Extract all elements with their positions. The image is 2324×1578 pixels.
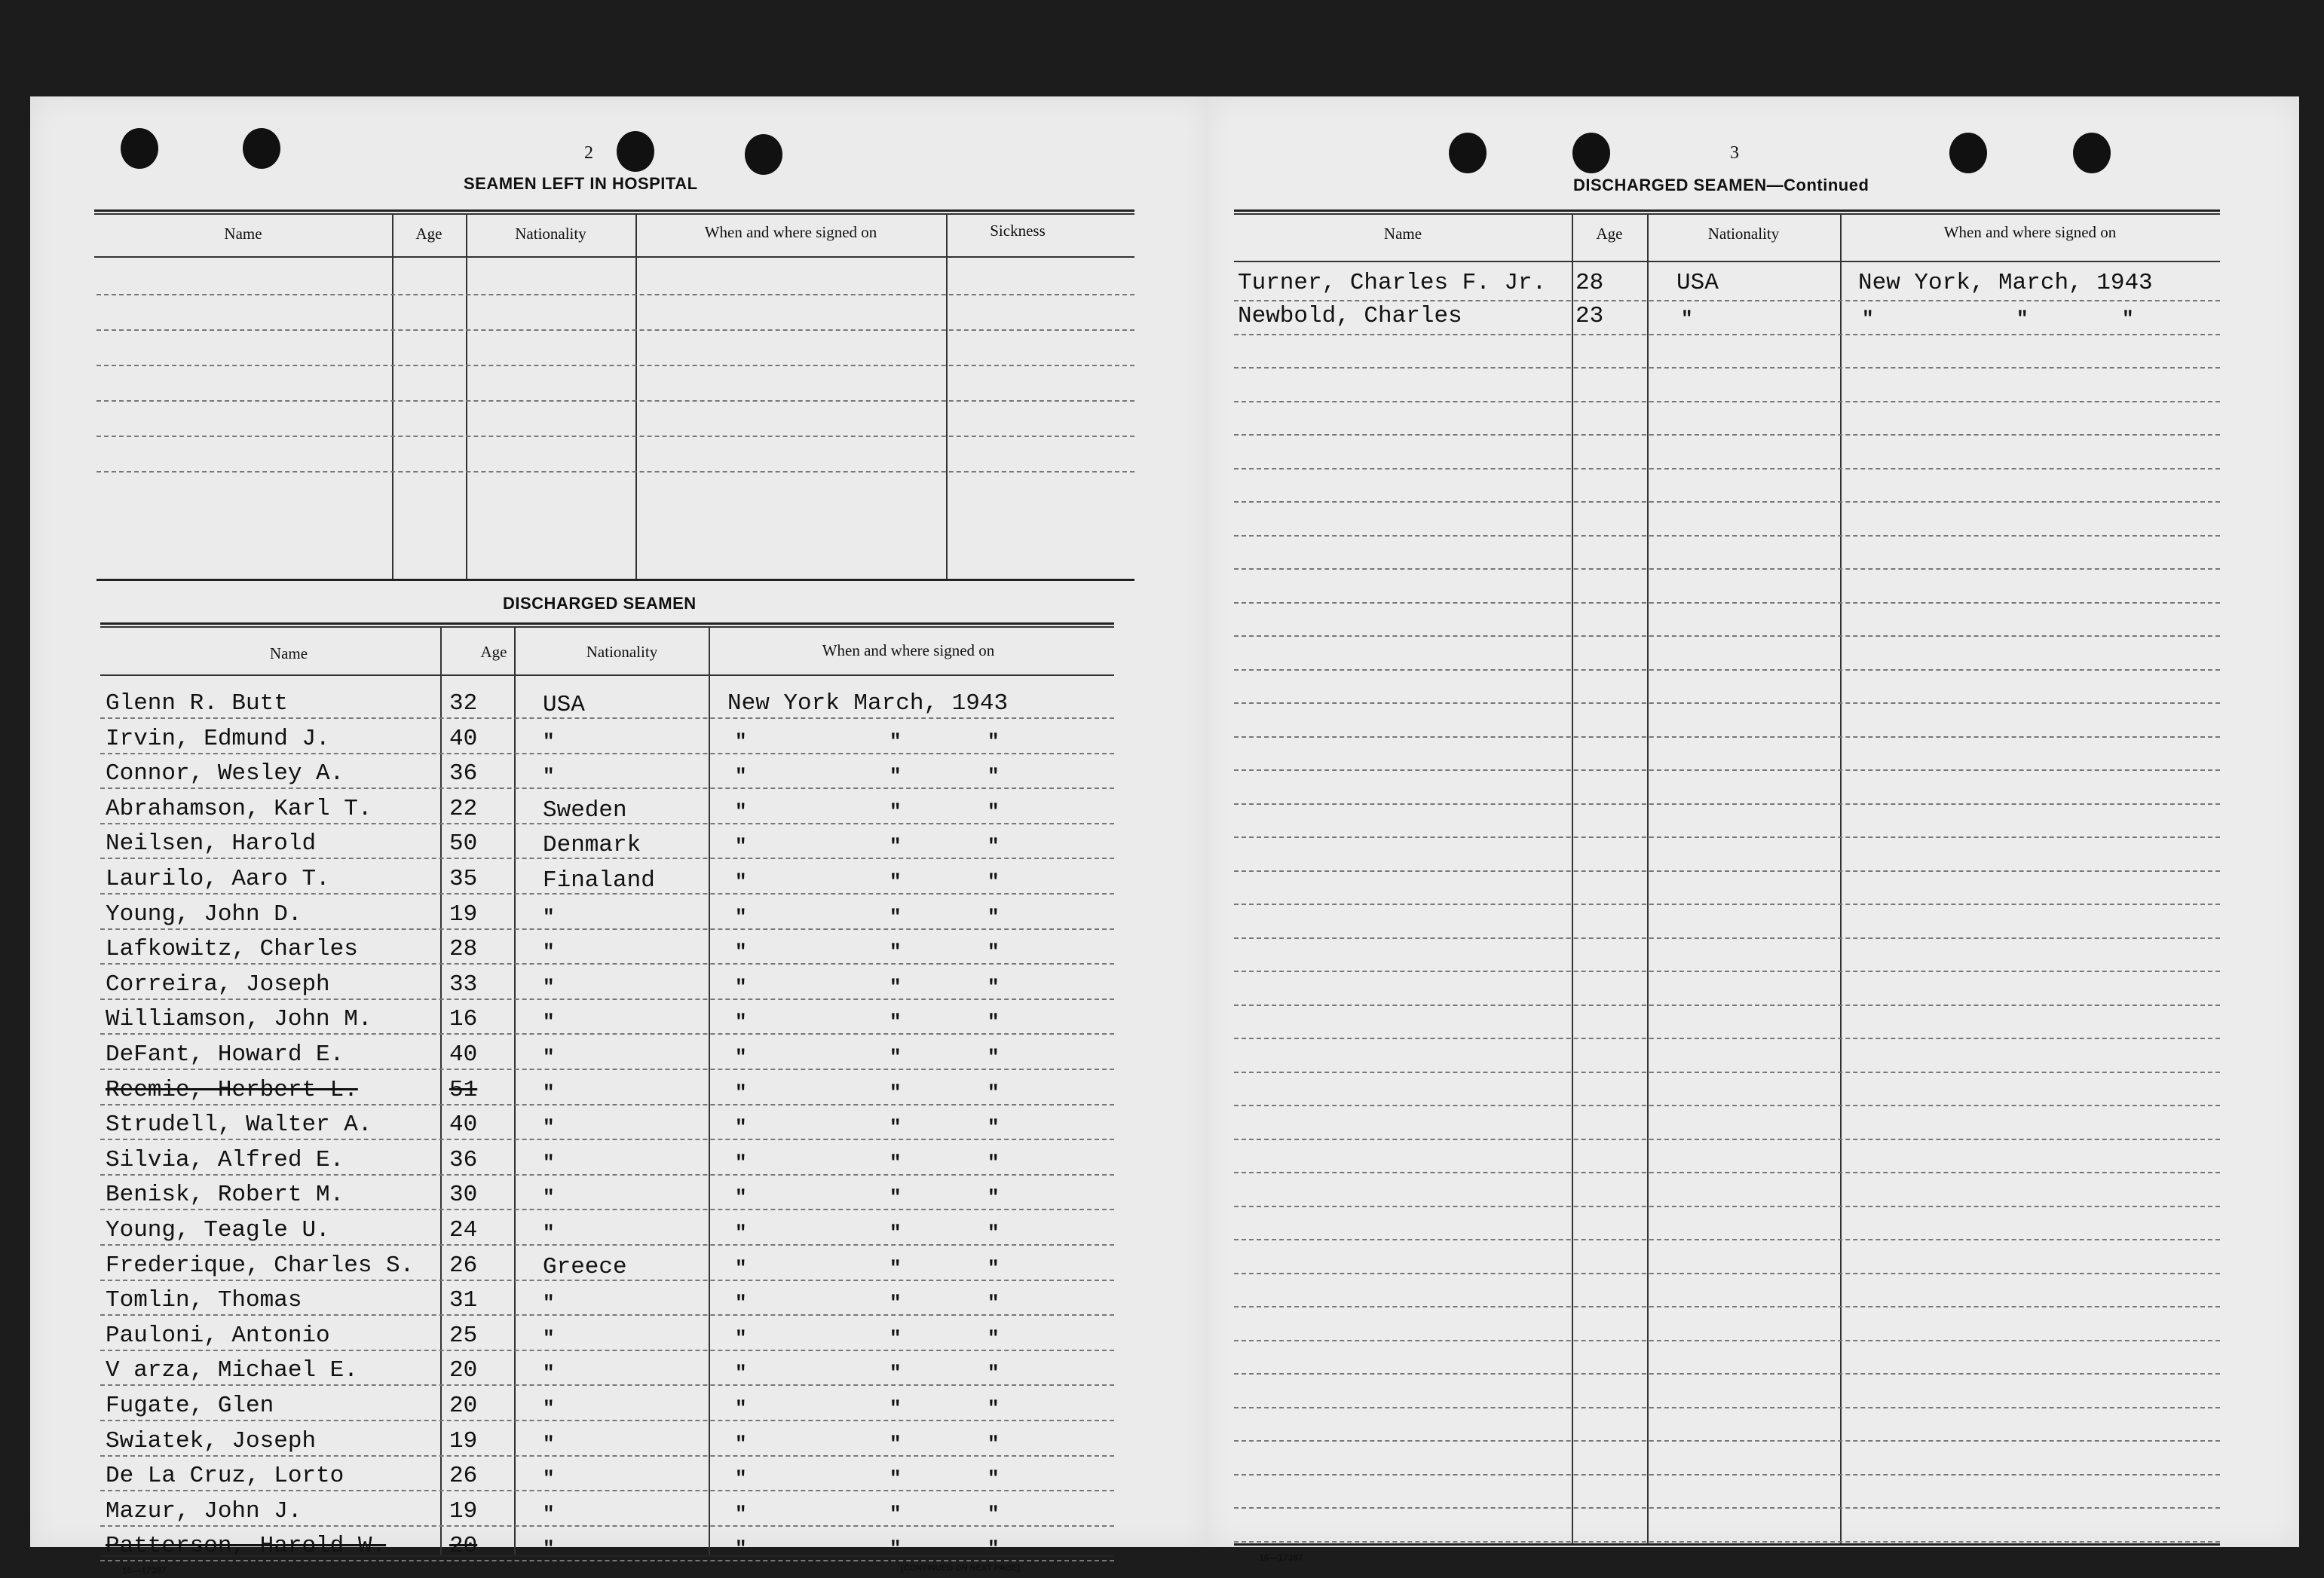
ditto-mark: " xyxy=(987,765,1000,787)
ditto-mark: " xyxy=(543,1151,555,1174)
seaman-age: 36 xyxy=(449,1147,478,1173)
row-line xyxy=(1234,669,2220,671)
ditto-mark: " xyxy=(1862,307,1874,330)
seaman-nationality: Denmark xyxy=(543,832,641,858)
continued-note: [CONTINUED ON NEXT PAGE] xyxy=(901,1564,1021,1573)
ditto-mark: " xyxy=(735,1046,747,1069)
ditto-mark: " xyxy=(987,976,1000,998)
ditto-mark: " xyxy=(735,1292,747,1314)
ditto-mark: " xyxy=(987,1537,1000,1560)
ditto-mark: " xyxy=(889,1327,902,1350)
punch-hole xyxy=(745,134,782,175)
ditto-mark: " xyxy=(735,730,747,753)
ditto-mark: " xyxy=(543,765,555,787)
ditto-mark: " xyxy=(735,765,747,787)
ditto-mark: " xyxy=(543,1292,555,1314)
row-line xyxy=(100,1560,1114,1561)
ditto-mark: " xyxy=(889,1397,902,1420)
column-header-signed-on: When and where signed on xyxy=(704,223,877,241)
ditto-mark: " xyxy=(987,835,1000,858)
row-line xyxy=(1234,1239,2220,1240)
ditto-mark: " xyxy=(735,1186,747,1209)
ditto-mark: " xyxy=(889,1362,902,1384)
row-line xyxy=(100,1033,1114,1035)
seaman-name: Newbold, Charles xyxy=(1238,303,1462,329)
row-line xyxy=(100,787,1114,789)
row-line xyxy=(100,1104,1114,1106)
ditto-mark: " xyxy=(735,1116,747,1139)
ditto-mark: " xyxy=(987,1292,1000,1314)
ditto-mark: " xyxy=(543,1397,555,1420)
row-line xyxy=(100,1174,1114,1176)
ditto-mark: " xyxy=(889,976,902,998)
ditto-mark: " xyxy=(889,1433,902,1455)
ditto-mark: " xyxy=(987,730,1000,753)
seaman-age: 40 xyxy=(449,726,478,752)
row-line xyxy=(1234,1440,2220,1442)
row-line xyxy=(1234,1306,2220,1307)
row-line xyxy=(1234,803,2220,805)
row-line xyxy=(1234,568,2220,570)
ditto-mark: " xyxy=(543,1537,555,1560)
ditto-mark: " xyxy=(889,906,902,928)
seaman-name: Young, Teagle U. xyxy=(106,1217,330,1243)
seaman-age: 40 xyxy=(449,1041,478,1068)
ditto-mark: " xyxy=(543,1046,555,1069)
seaman-age: 51 xyxy=(449,1077,478,1103)
right-page xyxy=(1208,96,2299,1563)
row-line xyxy=(1234,1541,2220,1543)
ditto-mark: " xyxy=(889,870,902,893)
ditto-mark: " xyxy=(987,1257,1000,1280)
row-line xyxy=(100,893,1114,895)
ditto-mark: " xyxy=(735,835,747,858)
ditto-mark: " xyxy=(987,1222,1000,1244)
seaman-age: 31 xyxy=(449,1287,478,1313)
seaman-nationality: Finaland xyxy=(543,867,655,894)
table-top-rule xyxy=(1234,209,2220,212)
ditto-mark: " xyxy=(889,800,902,823)
row-line xyxy=(1234,904,2220,905)
row-line xyxy=(1234,1407,2220,1408)
row-line xyxy=(1234,367,2220,369)
ditto-mark: " xyxy=(543,1467,555,1490)
ditto-mark: " xyxy=(889,1151,902,1174)
row-line xyxy=(1234,501,2220,503)
table-bottom-rule xyxy=(96,579,1134,581)
row-line xyxy=(1234,1474,2220,1476)
row-line xyxy=(100,753,1114,754)
row-line xyxy=(100,1069,1114,1070)
seaman-age: 22 xyxy=(449,796,478,822)
column-divider xyxy=(635,213,637,579)
ditto-mark: " xyxy=(543,976,555,998)
seaman-nationality: Greece xyxy=(543,1254,627,1280)
seaman-name: Patterson, Harold W. xyxy=(106,1533,387,1559)
ditto-mark: " xyxy=(2122,307,2134,330)
ditto-mark: " xyxy=(987,1011,1000,1033)
seaman-name: Correira, Joseph xyxy=(106,971,330,998)
row-line xyxy=(96,436,1134,437)
row-line xyxy=(96,400,1134,402)
seaman-name: Strudell, Walter A. xyxy=(106,1112,372,1138)
column-header-age: Age xyxy=(480,643,507,661)
ditto-mark: " xyxy=(543,1503,555,1525)
ditto-mark: " xyxy=(889,1222,902,1244)
punch-hole xyxy=(1572,133,1610,173)
table-top-rule xyxy=(94,213,1134,215)
seaman-name: Glenn R. Butt xyxy=(106,690,288,717)
ditto-mark: " xyxy=(735,1503,747,1525)
ditto-mark: " xyxy=(735,1467,747,1490)
ditto-mark: " xyxy=(987,1327,1000,1350)
seaman-name: Connor, Wesley A. xyxy=(106,760,344,787)
seaman-age: 28 xyxy=(449,936,478,962)
ditto-mark: " xyxy=(735,870,747,893)
seaman-age: 19 xyxy=(449,901,478,928)
ditto-mark: " xyxy=(543,1081,555,1104)
seaman-age: 26 xyxy=(449,1252,478,1279)
row-line xyxy=(100,998,1114,1000)
seaman-name: De La Cruz, Lorto xyxy=(106,1463,344,1489)
row-line xyxy=(100,928,1114,930)
row-line xyxy=(100,858,1114,859)
ditto-mark: " xyxy=(543,1433,555,1455)
seaman-name: Pauloni, Antonio xyxy=(106,1323,330,1349)
table-bottom-rule xyxy=(100,1555,1114,1557)
seaman-signed-on: New York, March, 1943 xyxy=(1858,270,2153,296)
column-divider xyxy=(514,626,516,1555)
ditto-mark: " xyxy=(735,1327,747,1350)
ditto-mark: " xyxy=(735,976,747,998)
column-divider xyxy=(709,626,710,1555)
ditto-mark: " xyxy=(987,940,1000,963)
ditto-mark: " xyxy=(889,835,902,858)
column-header-age: Age xyxy=(1596,225,1623,243)
table-bottom-rule xyxy=(1234,1543,2220,1546)
ditto-mark: " xyxy=(889,1292,902,1314)
seaman-age: 30 xyxy=(449,1182,478,1208)
discharged-section-title: DISCHARGED SEAMEN xyxy=(503,594,697,613)
ditto-mark: " xyxy=(987,1081,1000,1104)
ditto-mark: " xyxy=(735,1151,747,1174)
page-number: 2 xyxy=(584,143,593,163)
ditto-mark: " xyxy=(2016,307,2029,330)
ditto-mark: " xyxy=(987,1362,1000,1384)
row-line xyxy=(100,1525,1114,1527)
ditto-mark: " xyxy=(987,870,1000,893)
row-line xyxy=(1234,635,2220,637)
punch-hole xyxy=(121,128,158,169)
ditto-mark: " xyxy=(987,1433,1000,1455)
ditto-mark: " xyxy=(735,906,747,928)
row-line xyxy=(1234,401,2220,402)
row-line xyxy=(96,471,1134,472)
seaman-age: 19 xyxy=(449,1428,478,1454)
row-line xyxy=(100,1384,1114,1386)
ditto-mark: " xyxy=(987,906,1000,928)
row-line xyxy=(1234,434,2220,436)
row-line xyxy=(100,1490,1114,1491)
row-line xyxy=(96,294,1134,295)
row-line xyxy=(100,1420,1114,1421)
column-divider xyxy=(1840,213,1842,1543)
ditto-mark: " xyxy=(735,940,747,963)
seaman-nationality: USA xyxy=(543,692,585,718)
punch-hole xyxy=(2073,133,2111,173)
column-divider xyxy=(946,213,948,579)
seaman-age: 20 xyxy=(449,1393,478,1419)
ditto-mark: " xyxy=(543,1011,555,1033)
ditto-mark: " xyxy=(889,1257,902,1280)
table-top-rule xyxy=(100,626,1114,628)
ditto-mark: " xyxy=(987,1186,1000,1209)
seaman-name: Frederique, Charles S. xyxy=(106,1252,415,1279)
row-line xyxy=(1234,334,2220,335)
seaman-name: DeFant, Howard E. xyxy=(106,1041,344,1068)
seaman-age: 33 xyxy=(449,971,478,998)
page-number: 3 xyxy=(1730,143,1739,163)
ditto-mark: " xyxy=(889,1046,902,1069)
seaman-age: 16 xyxy=(449,1006,478,1032)
ditto-mark: " xyxy=(735,1222,747,1244)
table-top-rule xyxy=(1234,213,2220,215)
row-line xyxy=(100,1139,1114,1140)
seaman-name: Reemie, Herbert L. xyxy=(106,1077,358,1103)
column-header-sickness: Sickness xyxy=(990,222,1046,240)
ditto-mark: " xyxy=(543,730,555,753)
column-divider xyxy=(1572,213,1573,1543)
row-line xyxy=(1234,736,2220,738)
seaman-age: 28 xyxy=(1575,270,1604,296)
left-page xyxy=(30,96,1208,1576)
ditto-mark: " xyxy=(735,1362,747,1384)
row-line xyxy=(1234,1273,2220,1274)
seaman-age: 32 xyxy=(449,690,478,717)
seaman-age: 35 xyxy=(449,866,478,892)
ditto-mark: " xyxy=(735,1397,747,1420)
ditto-mark: " xyxy=(543,906,555,928)
seaman-age: 26 xyxy=(449,1463,478,1489)
seaman-nationality: Sweden xyxy=(543,797,627,824)
ditto-mark: " xyxy=(543,1116,555,1139)
title-suffix: —Continued xyxy=(1766,176,1869,194)
ditto-mark: " xyxy=(987,1397,1000,1420)
ditto-mark: " xyxy=(889,1537,902,1560)
punch-hole xyxy=(243,128,280,169)
form-number: 16—17387 xyxy=(122,1565,167,1576)
row-line xyxy=(1234,468,2220,469)
row-line xyxy=(1234,1072,2220,1073)
ditto-mark: " xyxy=(987,1467,1000,1490)
seaman-age: 25 xyxy=(449,1323,478,1349)
ditto-mark: " xyxy=(987,1046,1000,1069)
row-line xyxy=(100,1280,1114,1281)
form-number: 16—17387 xyxy=(1259,1552,1303,1563)
table-top-rule xyxy=(94,209,1134,212)
column-header-age: Age xyxy=(415,225,442,243)
column-header-nationality: Nationality xyxy=(586,643,658,661)
ditto-mark: " xyxy=(735,1433,747,1455)
header-rule xyxy=(100,674,1114,676)
ditto-mark: " xyxy=(889,730,902,753)
seaman-name: Lafkowitz, Charles xyxy=(106,936,358,962)
row-line xyxy=(1234,1206,2220,1207)
seaman-age: 40 xyxy=(449,1112,478,1138)
punch-hole xyxy=(1449,133,1487,173)
seaman-age: 23 xyxy=(1575,303,1604,329)
ditto-mark: " xyxy=(987,800,1000,823)
row-line xyxy=(1234,1507,2220,1509)
ditto-mark: " xyxy=(987,1151,1000,1174)
row-line xyxy=(100,1314,1114,1316)
seaman-age: 24 xyxy=(449,1217,478,1243)
column-header-nationality: Nationality xyxy=(1707,225,1780,243)
seaman-name: Fugate, Glen xyxy=(106,1393,274,1419)
ditto-mark: " xyxy=(889,1081,902,1104)
row-line xyxy=(1234,535,2220,537)
row-line xyxy=(100,1244,1114,1246)
seaman-name: Williamson, John M. xyxy=(106,1006,372,1032)
row-line xyxy=(96,365,1134,366)
ditto-mark: " xyxy=(543,1222,555,1244)
seaman-name: Mazur, John J. xyxy=(106,1498,302,1524)
row-line xyxy=(1234,300,2220,301)
ditto-mark: " xyxy=(543,1186,555,1209)
column-header-signed-on: When and where signed on xyxy=(1943,223,2117,241)
row-line xyxy=(1234,870,2220,872)
seaman-name: Silvia, Alfred E. xyxy=(106,1147,344,1173)
column-header-name: Name xyxy=(269,644,308,662)
hospital-section-title: SEAMEN LEFT IN HOSPITAL xyxy=(464,174,698,193)
punch-hole xyxy=(617,131,654,172)
seaman-name: Neilsen, Harold xyxy=(106,830,317,857)
ditto-mark: " xyxy=(889,940,902,963)
row-line xyxy=(1234,1005,2220,1006)
ditto-mark: " xyxy=(735,800,747,823)
seaman-name: Young, John D. xyxy=(106,901,302,928)
seaman-name: V arza, Michael E. xyxy=(106,1357,358,1384)
seaman-name: Tomlin, Thomas xyxy=(106,1287,302,1313)
ditto-mark: " xyxy=(889,1116,902,1139)
row-line xyxy=(1234,1105,2220,1106)
seaman-name: Swiatek, Joseph xyxy=(106,1428,317,1454)
seaman-age: 50 xyxy=(449,830,478,857)
column-header-signed-on: When and where signed on xyxy=(822,641,995,659)
ditto-mark: " xyxy=(889,1467,902,1490)
punch-hole xyxy=(1949,133,1987,173)
row-line xyxy=(1234,702,2220,704)
ditto-mark: " xyxy=(543,1327,555,1350)
ditto-mark: " xyxy=(1681,307,1693,330)
header-rule xyxy=(94,256,1134,258)
seaman-signed-on: New York March, 1943 xyxy=(727,690,1009,717)
seaman-name: Abrahamson, Karl T. xyxy=(106,796,372,822)
row-line xyxy=(1234,1139,2220,1140)
seaman-age: 19 xyxy=(449,1498,478,1524)
column-divider xyxy=(392,213,393,579)
ditto-mark: " xyxy=(889,1186,902,1209)
row-line xyxy=(1234,602,2220,604)
seaman-age: 20 xyxy=(449,1357,478,1384)
seaman-name: Benisk, Robert M. xyxy=(106,1182,344,1208)
row-line xyxy=(1234,971,2220,972)
row-line xyxy=(1234,1340,2220,1341)
row-line xyxy=(1234,769,2220,771)
ditto-mark: " xyxy=(889,1011,902,1033)
header-rule xyxy=(1234,261,2220,262)
seaman-name: Turner, Charles F. Jr. xyxy=(1238,270,1547,296)
row-line xyxy=(96,329,1134,331)
ditto-mark: " xyxy=(735,1081,747,1104)
row-line xyxy=(100,1209,1114,1210)
ditto-mark: " xyxy=(543,940,555,963)
row-line xyxy=(100,823,1114,824)
column-header-nationality: Nationality xyxy=(515,225,586,243)
seaman-age: 20 xyxy=(449,1533,478,1559)
row-line xyxy=(100,1350,1114,1351)
row-line xyxy=(100,1455,1114,1457)
column-divider xyxy=(440,626,442,1555)
ditto-mark: " xyxy=(987,1116,1000,1139)
seaman-name: Laurilo, Aaro T. xyxy=(106,866,330,892)
row-line xyxy=(1234,1172,2220,1173)
continued-section-title xyxy=(1573,176,1869,195)
title-main: DISCHARGED SEAMEN xyxy=(1573,176,1767,194)
ditto-mark: " xyxy=(889,765,902,787)
row-line xyxy=(1234,1373,2220,1375)
row-line xyxy=(100,717,1114,719)
ditto-mark: " xyxy=(889,1503,902,1525)
seaman-nationality: USA xyxy=(1676,270,1719,296)
column-divider xyxy=(466,213,467,579)
column-divider xyxy=(1647,213,1649,1543)
row-line xyxy=(100,963,1114,965)
ditto-mark: " xyxy=(987,1503,1000,1525)
ditto-mark: " xyxy=(735,1011,747,1033)
row-line xyxy=(1234,937,2220,939)
ditto-mark: " xyxy=(735,1257,747,1280)
row-line xyxy=(1234,836,2220,838)
ditto-mark: " xyxy=(735,1537,747,1560)
column-header-name: Name xyxy=(1383,225,1422,243)
seaman-name: Irvin, Edmund J. xyxy=(106,726,330,752)
table-top-rule xyxy=(100,622,1114,625)
column-header-name: Name xyxy=(224,225,262,243)
seaman-age: 36 xyxy=(449,760,478,787)
row-line xyxy=(1234,1038,2220,1039)
ditto-mark: " xyxy=(543,1362,555,1384)
